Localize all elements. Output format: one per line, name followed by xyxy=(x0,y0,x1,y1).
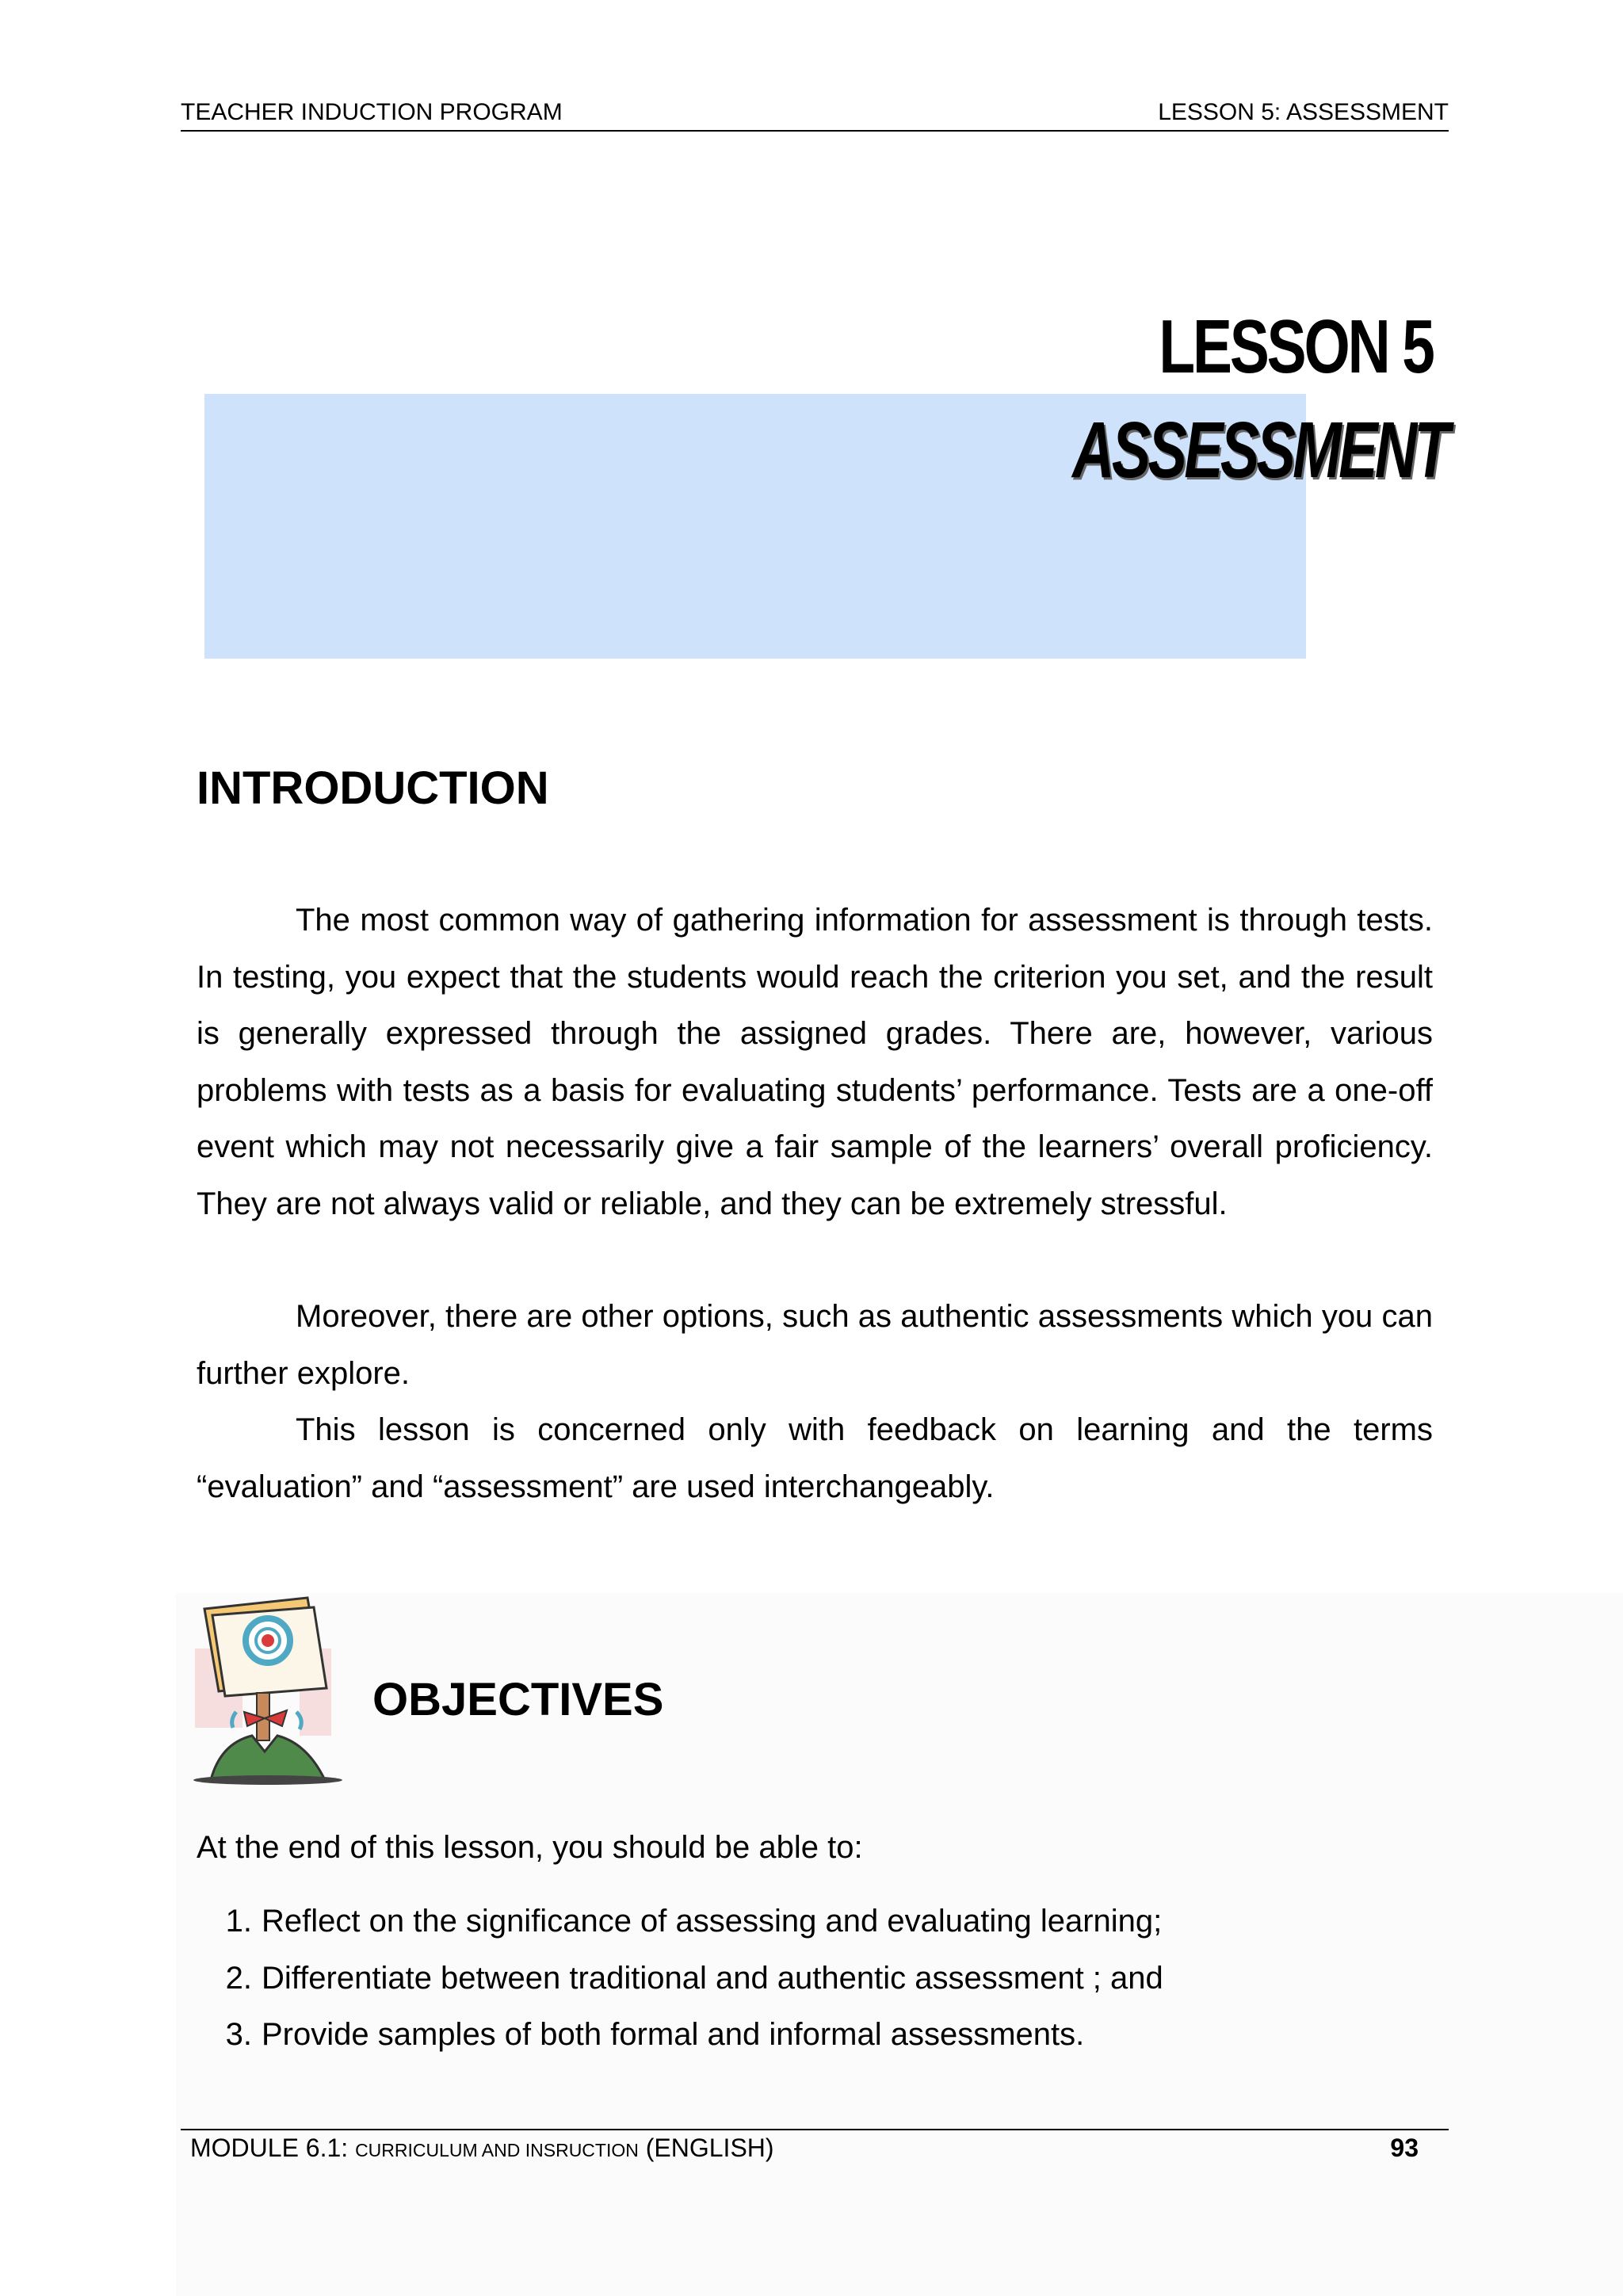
footer-module: MODULE 6.1: xyxy=(190,2134,349,2162)
objectives-intro: At the end of this lesson, you should be able to: xyxy=(197,1830,863,1865)
introduction-heading: INTRODUCTION xyxy=(197,762,549,814)
objective-item xyxy=(197,2007,1163,2064)
lesson-title: ASSESSMENT xyxy=(1072,406,1447,495)
footer-module-label xyxy=(190,2130,774,2168)
footer-course: CURRICULUM AND INSRUCTION xyxy=(355,2140,639,2160)
header-program-name: TEACHER INDUCTION PROGRAM xyxy=(181,99,563,125)
running-header xyxy=(181,97,1449,132)
objective-text: Differentiate between traditional and authentic assessment ; and xyxy=(262,1960,1163,1996)
header-lesson-name: LESSON 5: ASSESSMENT xyxy=(1158,99,1449,125)
introduction-paragraph-1: The most common way of gathering information for assessment is through tests. In testing, you expect that the students would reach the criterion you set, and the result is generally expressed through the assigned grades. There are, however, various problems with tests as a basis for evaluating students’ performance. Tests are a one-off event which may not necessarily give a fair sample of the learners’ overall proficiency. They are not always valid or reliable, and they can be extremely stressful. xyxy=(197,903,1433,1221)
introduction-paragraph-3: This lesson is concerned only with feedback on learning and the terms “evaluation” and “assessment” are used interchangeably. xyxy=(197,1412,1433,1504)
objective-number: 2. xyxy=(225,1960,252,1996)
footer-subject: (ENGLISH) xyxy=(645,2134,774,2162)
objectives-heading: OBJECTIVES xyxy=(372,1674,664,1725)
target-sign-person-icon xyxy=(189,1593,351,1786)
objective-item xyxy=(197,1950,1163,2008)
objective-item xyxy=(197,1893,1163,1950)
objective-number: 3. xyxy=(225,2017,252,2052)
introduction-paragraph-2: Moreover, there are other options, such as authentic assessments which you can further explore. xyxy=(197,1299,1433,1391)
objective-number: 1. xyxy=(225,1904,252,1939)
objective-text: Reflect on the significance of assessing and evaluating learning; xyxy=(262,1904,1163,1939)
objective-text: Provide samples of both formal and informal assessments. xyxy=(262,2017,1085,2052)
lesson-number: LESSON 5 xyxy=(1159,304,1433,389)
page-footer xyxy=(181,2129,1449,2165)
objectives-list xyxy=(197,1893,1163,2064)
page-number: 93 xyxy=(1390,2134,1419,2162)
